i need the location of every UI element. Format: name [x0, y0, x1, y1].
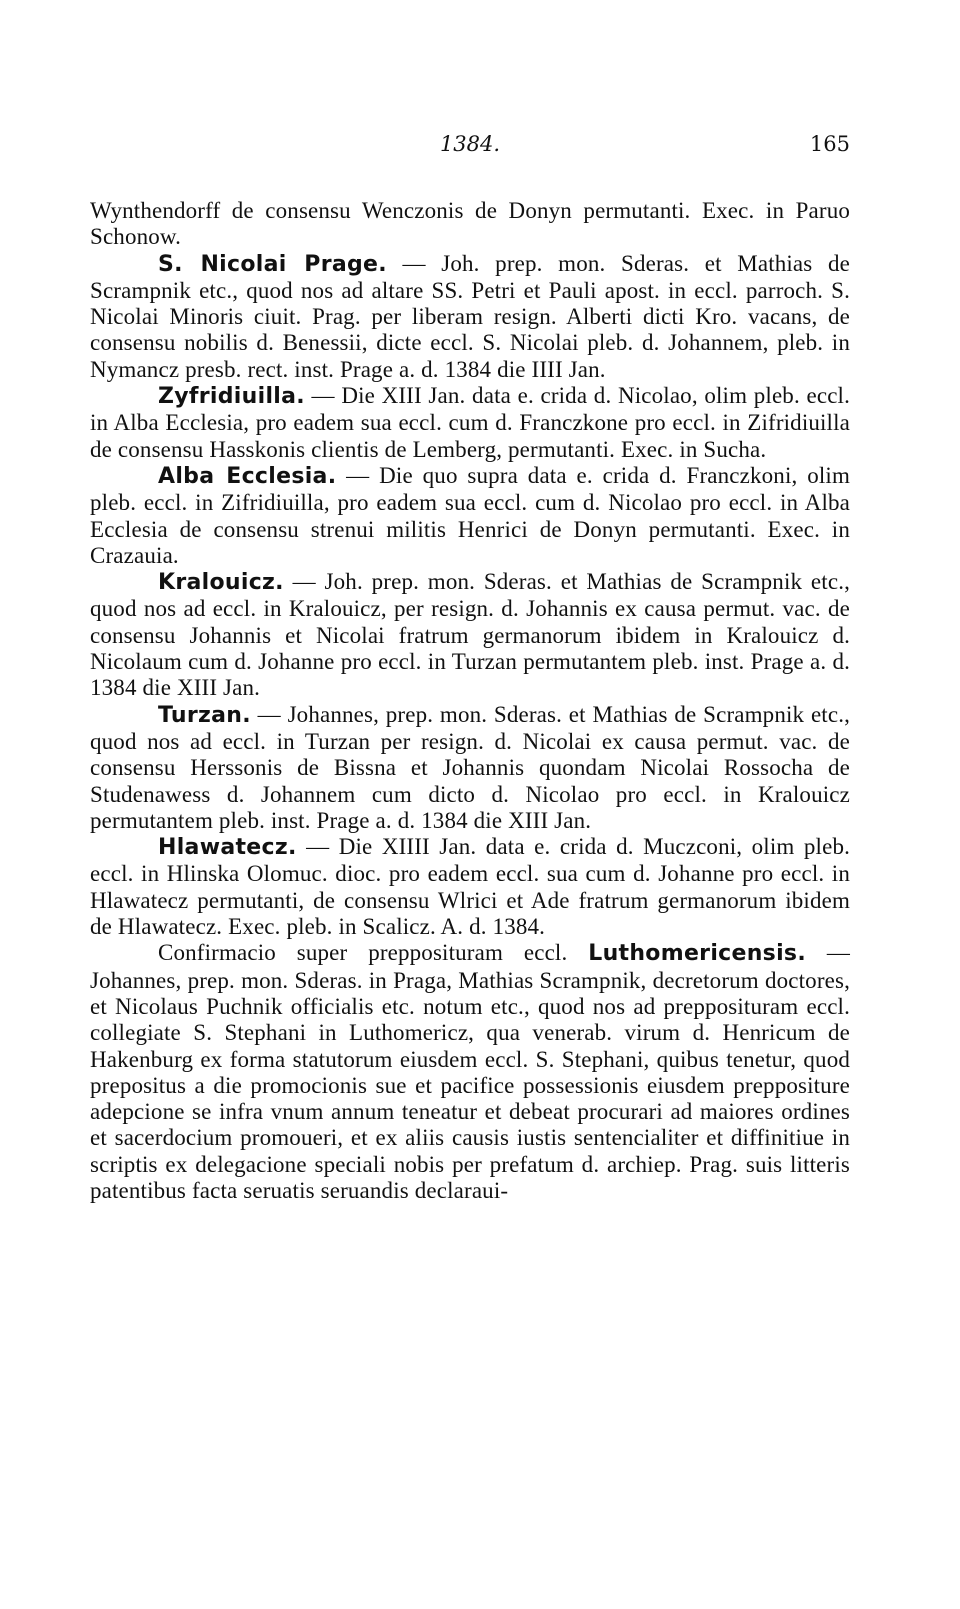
entry-kralouicz: [90, 569, 850, 701]
entry-alba-ecclesia: [90, 463, 850, 569]
running-head-year: 1384.: [439, 132, 501, 156]
entry-heading: S. Nicolai Prage.: [158, 251, 387, 277]
entry-heading: Kralouicz.: [158, 570, 284, 596]
entry-text: — Die quo supra data e. crida d. Franczkoni, olim pleb. eccl. in Zifridiuilla, pro eadem sua eccl. cum d. Nicolao pro eccl. in Alba Ecclesia de consensu strenui militis Henrici de Donyn permutanti. Exec. in Crazauia.: [90, 462, 850, 568]
page-number: 165: [809, 132, 850, 156]
paragraph-continuation: [90, 198, 850, 251]
entry-luthomericensis: [90, 940, 850, 1204]
entry-text: — Die XIIII Jan. data e. crida d. Muczconi, olim pleb. eccl. in Hlinska Olomuc. dioc. pro eadem eccl. sua cum d. Johanne pro eccl. in Hlawatecz permutanti, de consensu Wlrici et Ade fratrum germanorum ibidem de Hlawatecz. Exec. pleb. in Scalicz. A. d. 1384.: [90, 834, 850, 940]
running-head: [90, 132, 850, 172]
entry-lead: Confirmacio super prepposituram eccl.: [158, 940, 589, 966]
entry-text: — Die XIII Jan. data e. crida d. Nicolao, olim pleb. eccl. in Alba Ecclesia, pro eadem sua eccl. cum d. Franczkone pro eccl. in Zifridiuilla de consensu Hasskonis clientis de Lemberg, permutanti. Exec. in Sucha.: [90, 383, 850, 462]
entry-heading: Hlawatecz.: [158, 835, 297, 861]
entry-s-nicolai-prage: [90, 251, 850, 383]
entry-text: — Johannes, prep. mon. Sderas. et Mathias de Scrampnik etc., quod nos ad eccl. in Turzan per resign. d. Nicolai ex causa permut. vac. de consensu Herssonis de Bissna et Johannis quondam Nicolai Rossocha de Studenawess d. Johannem cum dicto d. Nicolao pro eccl. in Kralouicz permutantem pleb. inst. Prage a. d. 1384 die XIII Jan.: [90, 701, 850, 833]
paragraph-text: Wynthendorff de consensu Wenczonis de Donyn permutanti. Exec. in Paruo Schonow.: [90, 198, 850, 250]
body-text: [90, 198, 850, 1204]
entry-heading: Zyfridiuilla.: [158, 384, 305, 410]
entry-heading: Alba Ecclesia.: [158, 463, 337, 489]
entry-text: — Joh. prep. mon. Sderas. et Mathias de Scrampnik etc., quod nos ad eccl. in Kralouicz, per resign. d. Johannis ex causa permut. vac. de consensu Johannis et Nicolai fratrum germanorum ibidem in Kralouicz d. Nicolaum cum d. Johanne pro eccl. in Turzan permutantem pleb. inst. Prage a. d. 1384 die XIII Jan.: [90, 569, 850, 701]
entry-hlawatecz: [90, 834, 850, 940]
page: [90, 132, 850, 1204]
entry-heading: Luthomericensis.: [588, 941, 806, 967]
entry-turzan: [90, 702, 850, 834]
entry-text: — Johannes, prep. mon. Sderas. in Praga, Mathias Scrampnik, decretorum doctores, et Nicolaus Puchnik officialis etc. notum etc., quod nos ad prepposituram eccl. collegiate S. Stephani in Luthomericz, qua venerab. virum d. Henricum de Hakenburg ex forma statutorum eiusdem eccl. S. Stephani, quibus tenetur, quod prepositus a die promocionis sue et pacifice possessionis eiusdem preppositure adepcione se infra vnum annum teneatur et debeat procurari ad maiores ordines et sacerdocium promoueri, et ex aliis causis iustis sentencialiter et diffinitiue in scriptis ex delegacione speciali nobis per prefatum d. archiep. Prag. suis litteris patentibus facta seruatis seruandis declaraui-: [90, 940, 850, 1203]
entry-zyfridiuilla: [90, 383, 850, 463]
entry-text: — Joh. prep. mon. Sderas. et Mathias de Scrampnik etc., quod nos ad altare SS. Petri et Pauli apost. in eccl. parroch. S. Nicolai Minoris ciuit. Prag. per liberam resign. Alberti dicti Kro. vacans, de consensu nobilis d. Benessii, dicte eccl. S. Nicolai pleb. d. Johannem, pleb. in Nymancz presb. rect. inst. Prage a. d. 1384 die IIII Jan.: [90, 250, 850, 382]
entry-heading: Turzan.: [158, 702, 251, 728]
